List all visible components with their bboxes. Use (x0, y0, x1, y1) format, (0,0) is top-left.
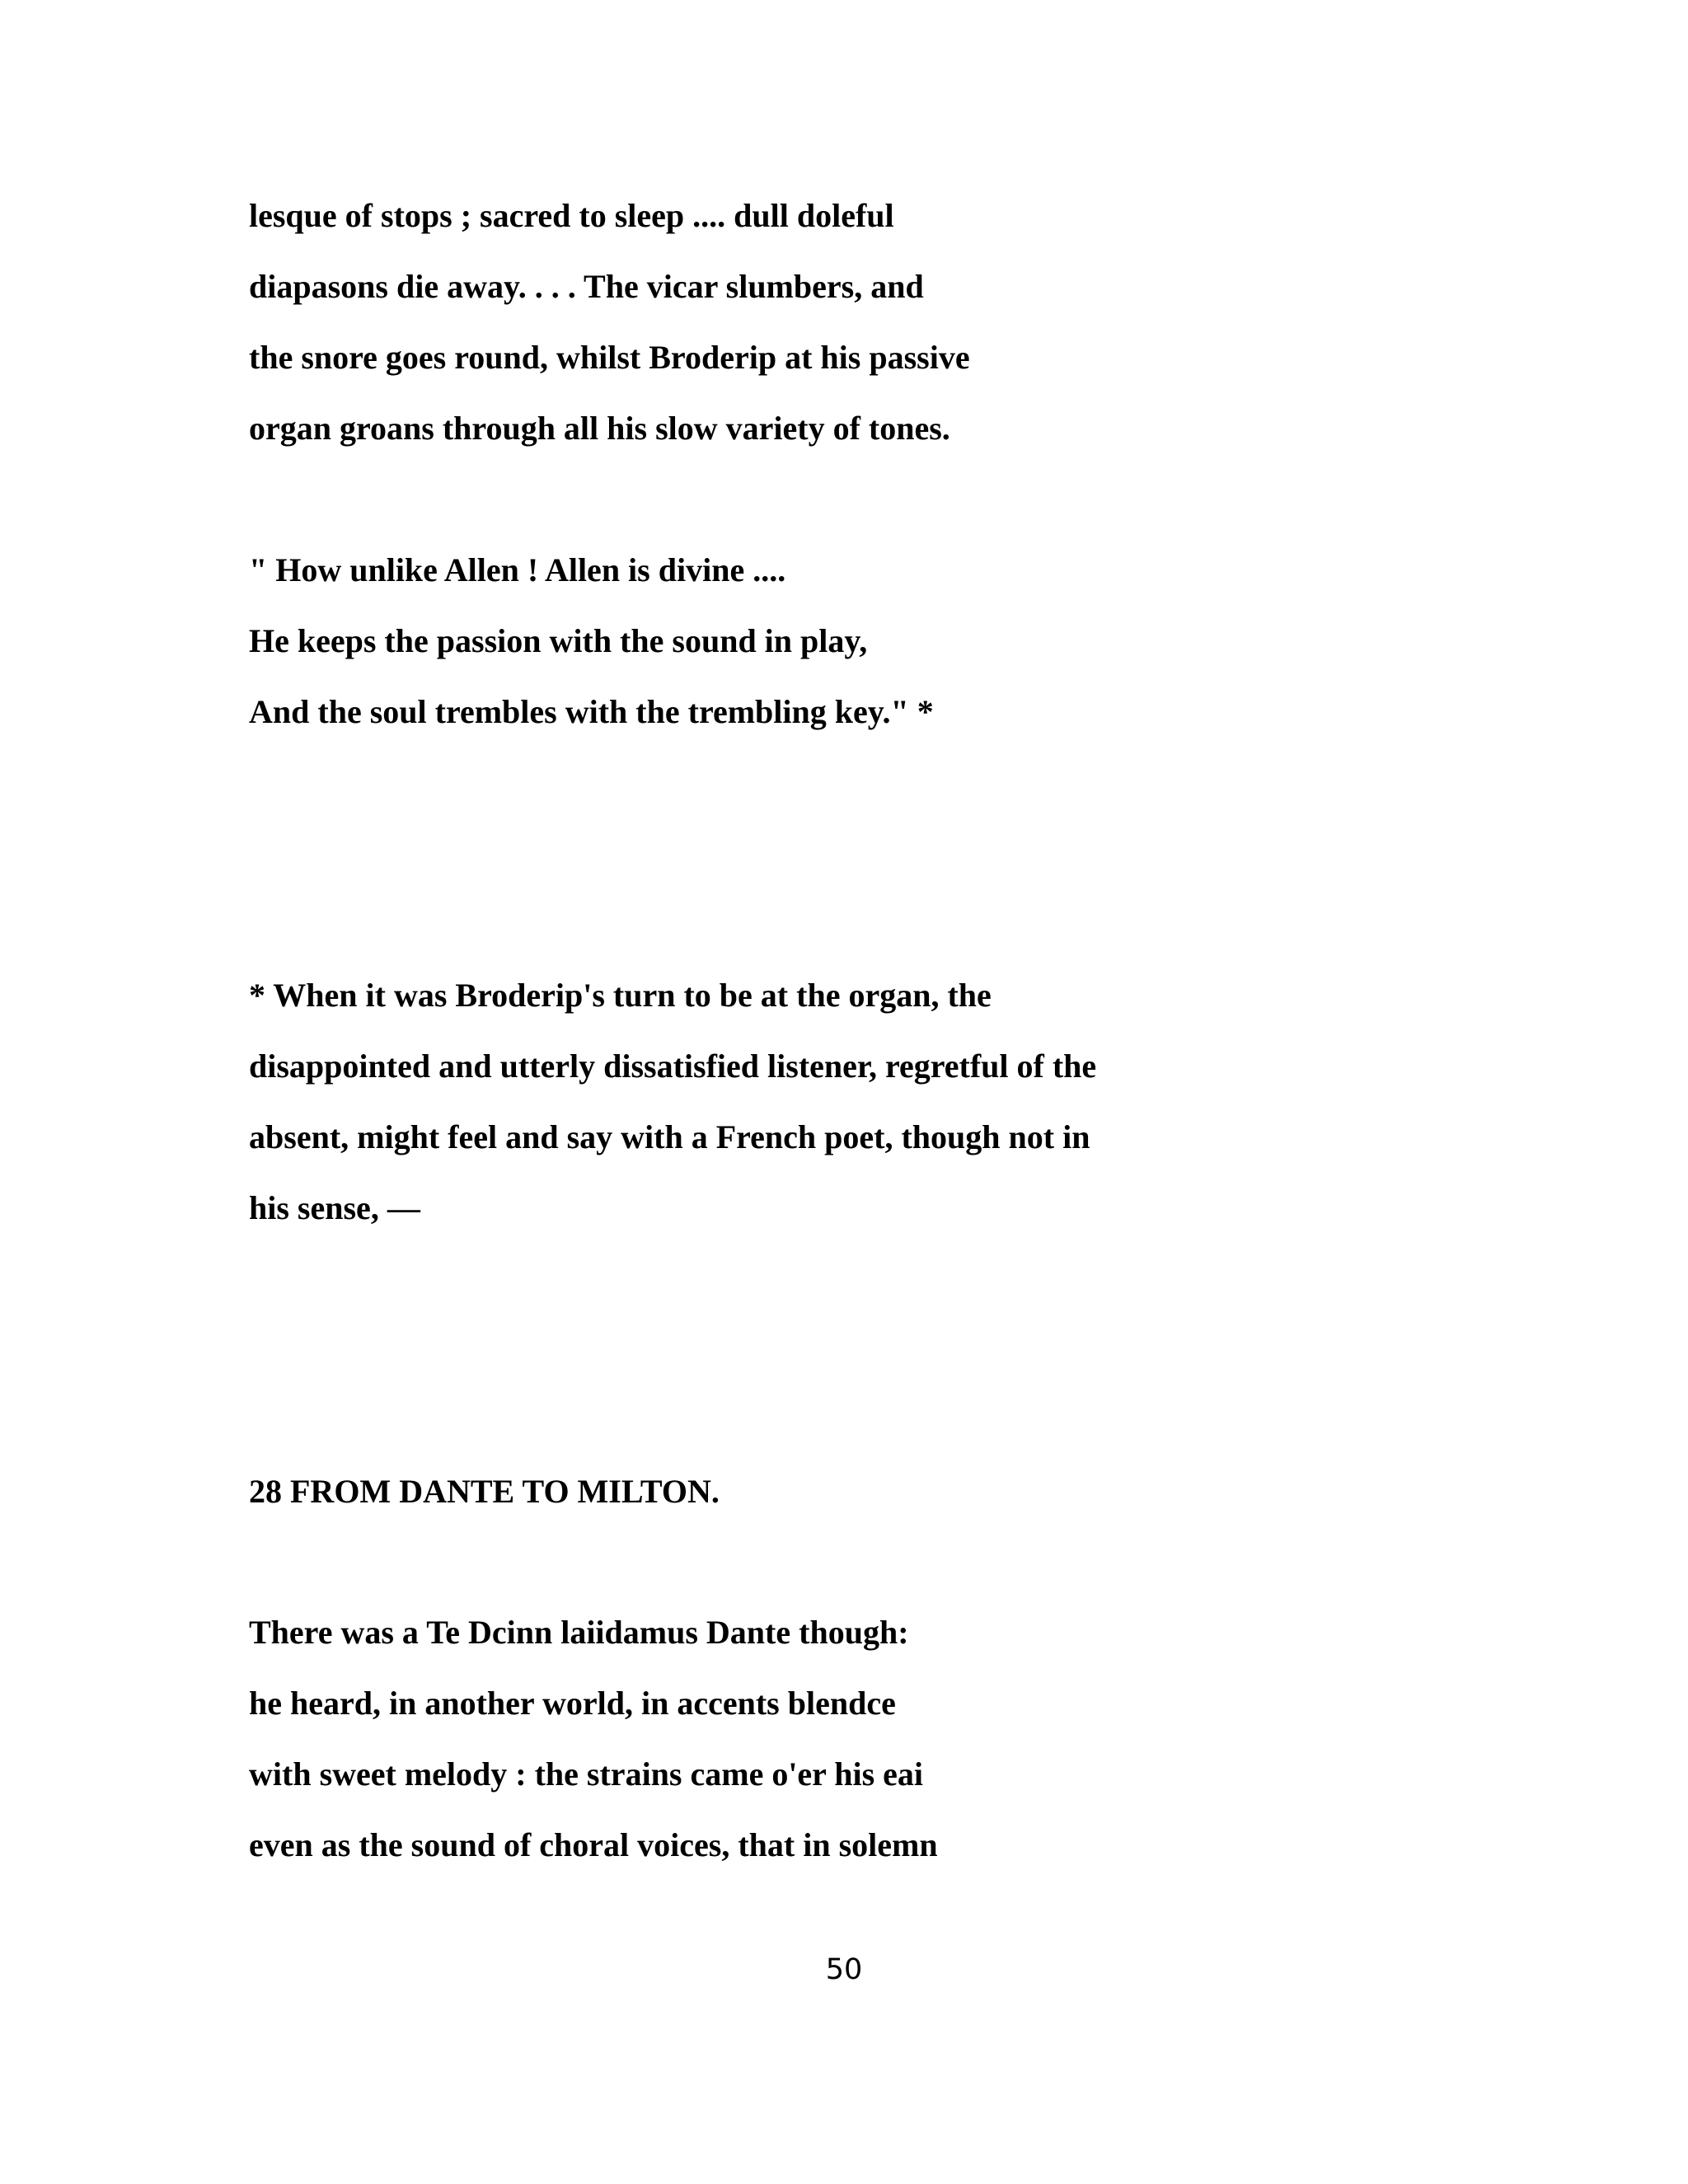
footnote-line-4: his sense, — (249, 1189, 420, 1226)
paragraph-2-line-3: with sweet melody : the strains came o'er his eai (249, 1755, 924, 1793)
quote-line-2: He keeps the passion with the sound in play, (249, 622, 868, 659)
paragraph-1-line-1: lesque of stops ; sacred to sleep .... dull doleful (249, 197, 894, 234)
quote-line-1: " How unlike Allen ! Allen is divine .... (249, 551, 786, 588)
paragraph-2-line-4: even as the sound of choral voices, that in solemn (249, 1826, 938, 1863)
paragraph-2-line-1: There was a Te Dcinn laiidamus Dante though: (249, 1614, 909, 1651)
footnote-line-3: absent, might feel and say with a French poet, though not in (249, 1118, 1090, 1155)
page-number: 50 (825, 1953, 863, 1986)
paragraph-2-line-2: he heard, in another world, in accents blendce (249, 1685, 896, 1722)
paragraph-1-line-4: organ groans through all his slow variety of tones. (249, 410, 950, 447)
running-header: 28 FROM DANTE TO MILTON. (249, 1473, 720, 1510)
footnote-line-1: * When it was Broderip's turn to be at the organ, the (249, 977, 992, 1014)
footnote-line-2: disappointed and utterly dissatisfied listener, regretful of the (249, 1047, 1097, 1085)
paragraph-1-line-3: the snore goes round, whilst Broderip at his passive (249, 339, 970, 376)
paragraph-1-line-2: diapasons die away. . . . The vicar slumbers, and (249, 268, 924, 305)
quote-line-3: And the soul trembles with the trembling key." * (249, 693, 934, 730)
